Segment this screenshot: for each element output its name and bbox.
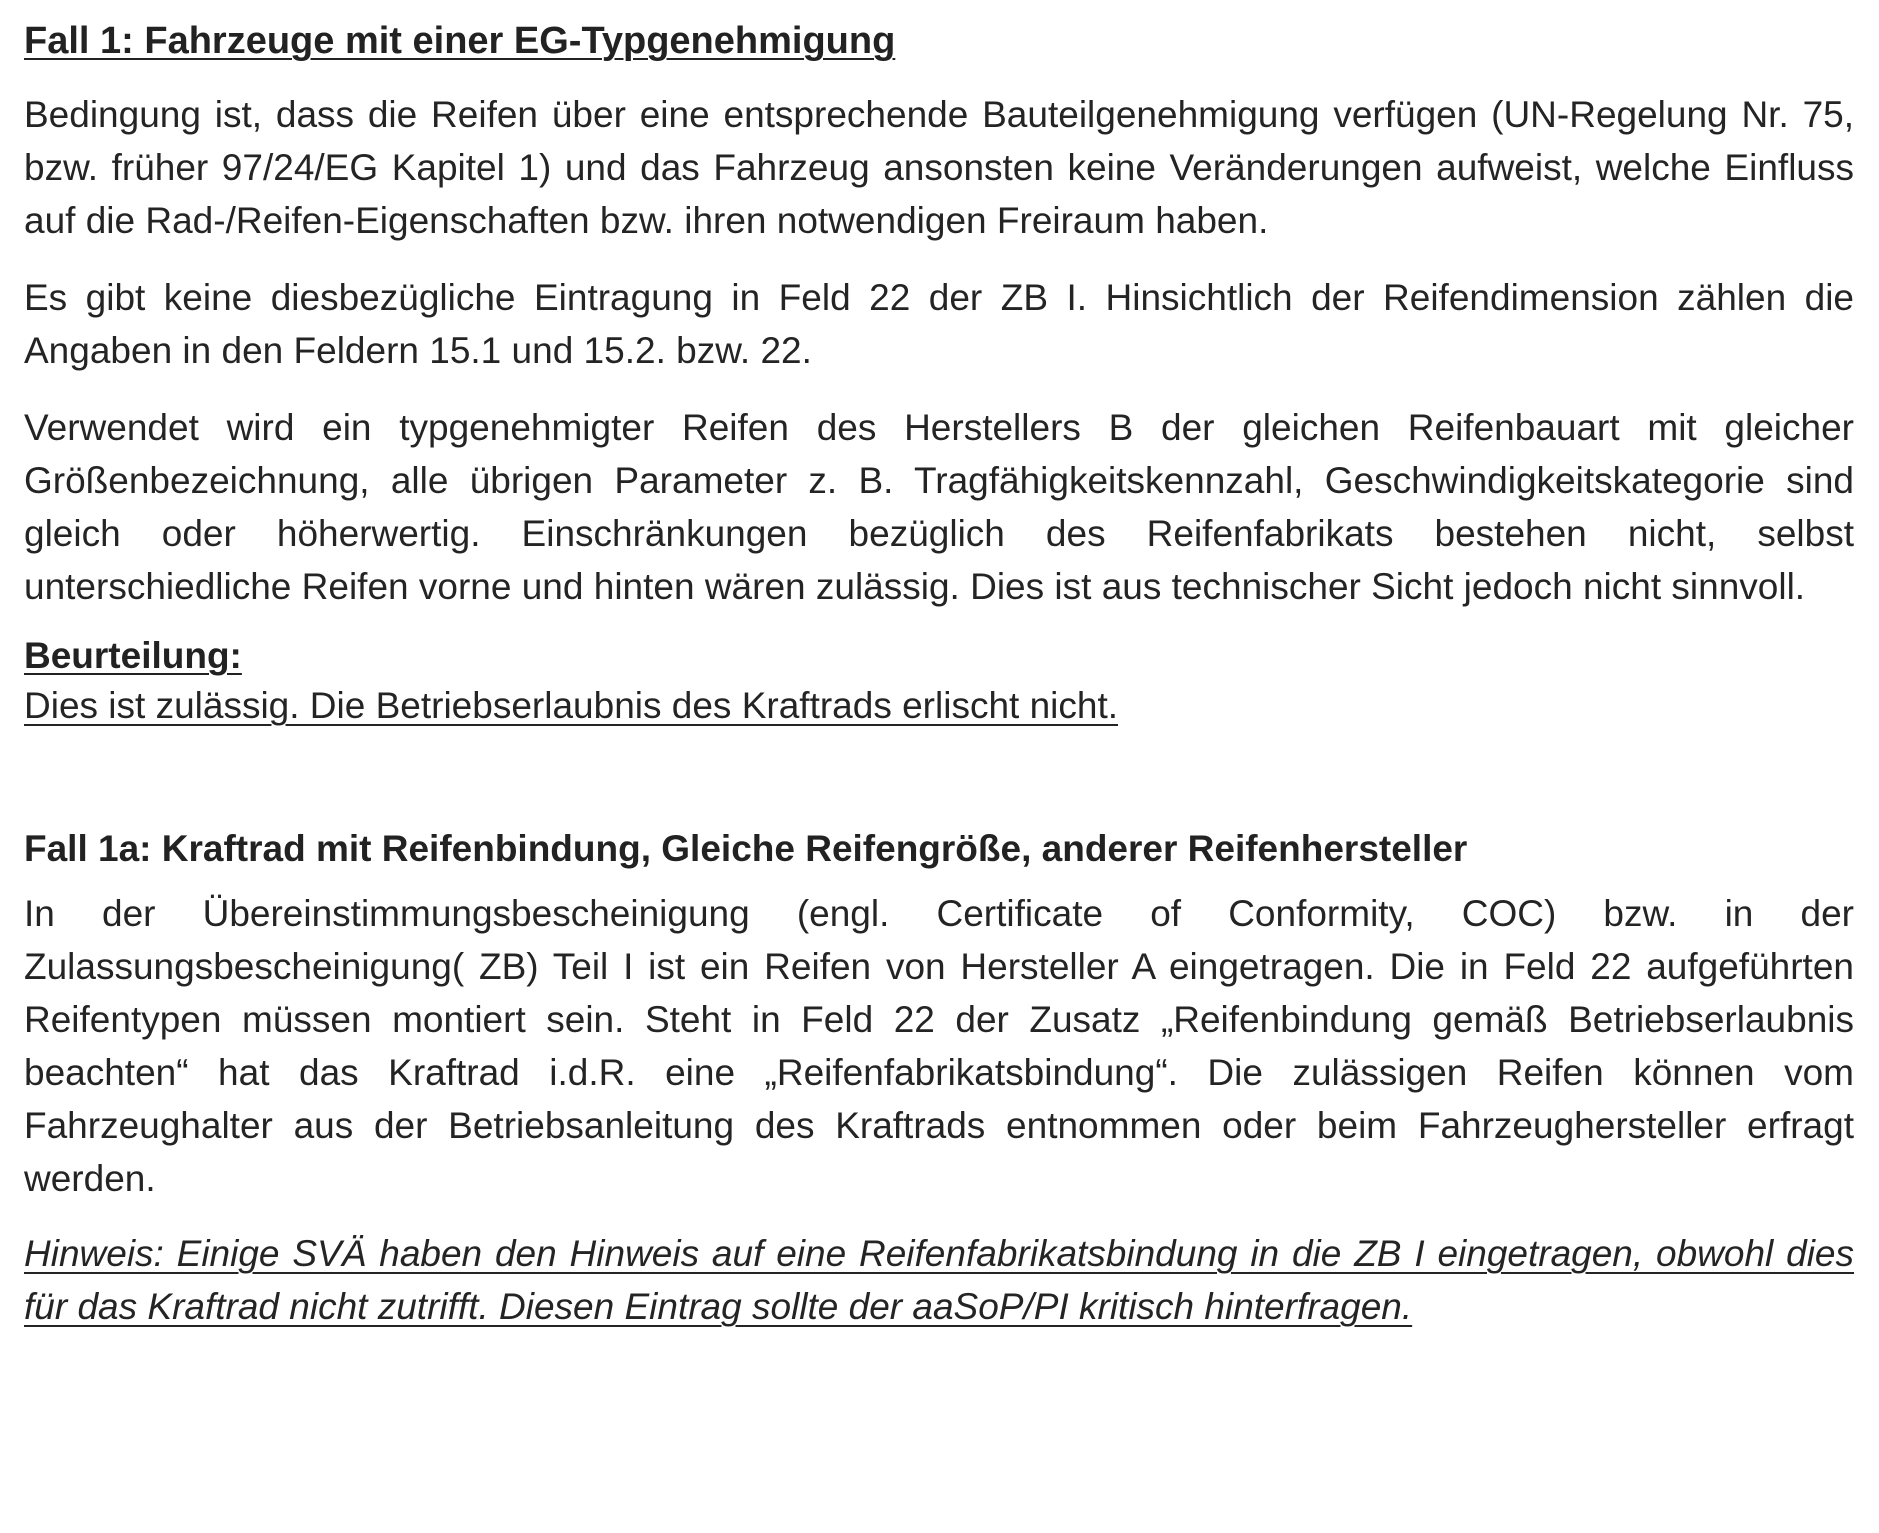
document-page <box>24 18 1854 1370</box>
case1-paragraph-2: Es gibt keine diesbezügliche Eintragung in Feld 22 der ZB I. Hinsichtlich der Reifendimension zählen die Angaben in den Feldern 15.1 und 15.2. bzw. 22. <box>24 277 1854 371</box>
case1-paragraph-1: Bedingung ist, dass die Reifen über eine entsprechende Bauteilgenehmigung verfügen (UN-Regelung Nr. 75, bzw. früher 97/24/EG Kapitel 1) und das Fahrzeug ansonsten keine Veränderungen aufweist, welche Einfluss auf die Rad-/Reifen-Eigenschaften bzw. ihren notwendigen Freiraum haben. <box>24 94 1854 241</box>
assessment-text: Dies ist zulässig. Die Betriebserlaubnis des Kraftrads erlischt nicht. <box>24 685 1119 726</box>
case1-paragraph-3: Verwendet wird ein typgenehmigter Reifen des Herstellers B der gleichen Reifenbauart mit gleicher Größenbezeichnung, alle übrigen Parameter z. B. Tragfähigkeitskennzahl, Geschwindigkeitskategorie sind gleich oder höherwertig. Einschränkungen bezüglich des Reifenfabrikats bestehen nicht, selbst unterschiedliche Reifen vorne und hinten wären zulässig. Dies ist aus technischer Sicht jedoch nicht sinnvoll. <box>24 407 1854 607</box>
assessment-label: Beurteilung: <box>24 635 242 676</box>
case1a-note: Hinweis: Einige SVÄ haben den Hinweis auf eine Reifenfabrikatsbindung in die ZB I eingetragen, obwohl dies für das Kraftrad nicht zutrifft. Diesen Eintrag sollte der aaSoP/PI kritisch hinterfragen. <box>24 1233 1854 1327</box>
case1-heading: Fall 1: Fahrzeuge mit einer EG-Typgenehmigung <box>24 20 896 62</box>
case1a-heading: Fall 1a: Kraftrad mit Reifenbindung, Gleiche Reifengröße, anderer Reifenhersteller <box>24 828 1468 869</box>
case1a-paragraph-1: In der Übereinstimmungsbescheinigung (engl. Certificate of Conformity, COC) bzw. in der Zulassungsbescheinigung( ZB) Teil I ist ein Reifen von Hersteller A eingetragen. Die in Feld 22 aufgeführten Reifentypen müssen montiert sein. Steht in Feld 22 der Zusatz „Reifenbindung gemäß Betriebserlaubnis beachten“ hat das Kraftrad i.d.R. eine „Reifenfabrikatsbindung“. Die zulässigen Reifen können vom Fahrzeughalter aus der Betriebsanleitung des Kraftrads entnommen oder beim Fahrzeughersteller erfragt werden. <box>24 893 1854 1199</box>
